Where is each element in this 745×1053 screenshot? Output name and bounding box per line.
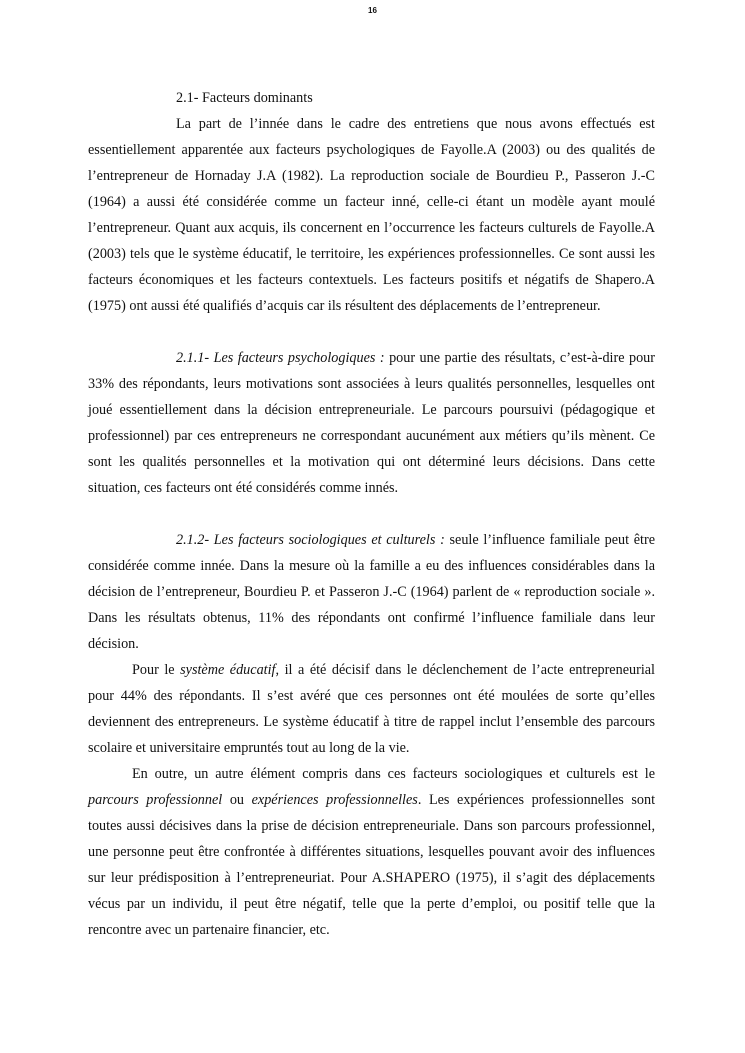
section-heading: 2.1- Facteurs dominants: [176, 90, 313, 106]
text-run: ou: [222, 792, 252, 808]
italic-term: parcours professionnel: [88, 792, 223, 808]
text-run: . Les expériences professionnelles sont toutes aussi décisives dans la prise de décision entrepreneuriale. Dans son parcours professionnel, une personne peut être confrontée à différentes situations, lesquelles pouvant avoir des influences sur leur prédisposition à l’entrepreneuriat. Pour A.SHAPERO (1975), il s’agit des déplacements vécus par un individu, il peut être négatif, telle que la perte d’emploi, ou positif telle que la rencontre avec un partenaire financier, etc.: [88, 792, 656, 938]
subsection-sociologiques: [88, 527, 655, 657]
subsection-title: 2.1.2- Les facteurs sociologiques et culturels :: [176, 532, 445, 548]
subsection-text: pour une partie des résultats, c’est-à-dire pour 33% des répondants, leurs motivations sont associées à leurs qualités personnelles, lesquelles ont joué essentiellement dans la décision entrepreneuriale. Le parcours poursuivi (pédagogique et professionnel) par ces entrepreneurs ne correspondant aucunément aux métiers qu’ils mènent. Ce sont les qualités personnelles et la motivation qui ont déterminé leurs décisions. Dans cette situation, ces facteurs ont été considérés comme innés.: [88, 350, 655, 496]
spacer: [88, 319, 655, 345]
paragraph-parcours-professionnel: [88, 761, 655, 943]
italic-term: expériences professionnelles: [251, 792, 418, 808]
subsection-text: seule l’influence familiale peut être considérée comme innée. Dans la mesure où la famille a eu des influences considérables dans la décision de l’entrepreneur, Bourdieu P. et Passeron J.-C (1964) parlent de « reproduction sociale ». Dans les résultats obtenus, 11% des répondants ont confirmé l’influence familiale dans leur décision.: [88, 532, 655, 652]
text-run: Pour le: [132, 662, 181, 678]
document-body: [88, 85, 655, 943]
text-run: En outre, un autre élément compris dans ces facteurs sociologiques et culturels est le: [132, 766, 655, 782]
intro-paragraph: La part de l’innée dans le cadre des entretiens que nous avons effectués est essentiellement apparentée aux facteurs psychologiques de Fayolle.A (2003) ou des qualités de l’entrepreneur de Hornaday J.A (1982). La reproduction sociale de Bourdieu P., Passeron J.-C (1964) a aussi été considérée comme un facteur inné, celle-ci étant un modèle ayant moulé l’entrepreneur. Quant aux acquis, ils concernent en l’occurrence les facteurs culturels de Fayolle.A (2003) tels que le système éducatif, le territoire, les expériences professionnelles. Ce sont aussi les facteurs économiques et les facteurs contextuels. Les facteurs positifs et négatifs de Shapero.A (1975) ont aussi été qualifiés d’acquis car ils résultent des déplacements de l’entrepreneur.: [88, 116, 655, 314]
paragraph-systeme-educatif: [88, 657, 655, 761]
spacer: [88, 501, 655, 527]
subsection-title: 2.1.1- Les facteurs psychologiques :: [176, 350, 385, 366]
italic-term: système éducatif: [180, 662, 276, 678]
page-number: 16: [368, 6, 377, 15]
subsection-psychologiques: [88, 345, 655, 501]
text-run: , il a été décisif dans le déclenchement de l’acte entrepreneurial pour 44% des répondants. Il s’est avéré que ces personnes ont été moulées de sorte qu’elles deviennent des entrepreneurs. Le système éducatif à titre de rappel inclut l’ensemble des parcours scolaire et universitaire empruntés tout au long de la vie.: [88, 662, 655, 756]
